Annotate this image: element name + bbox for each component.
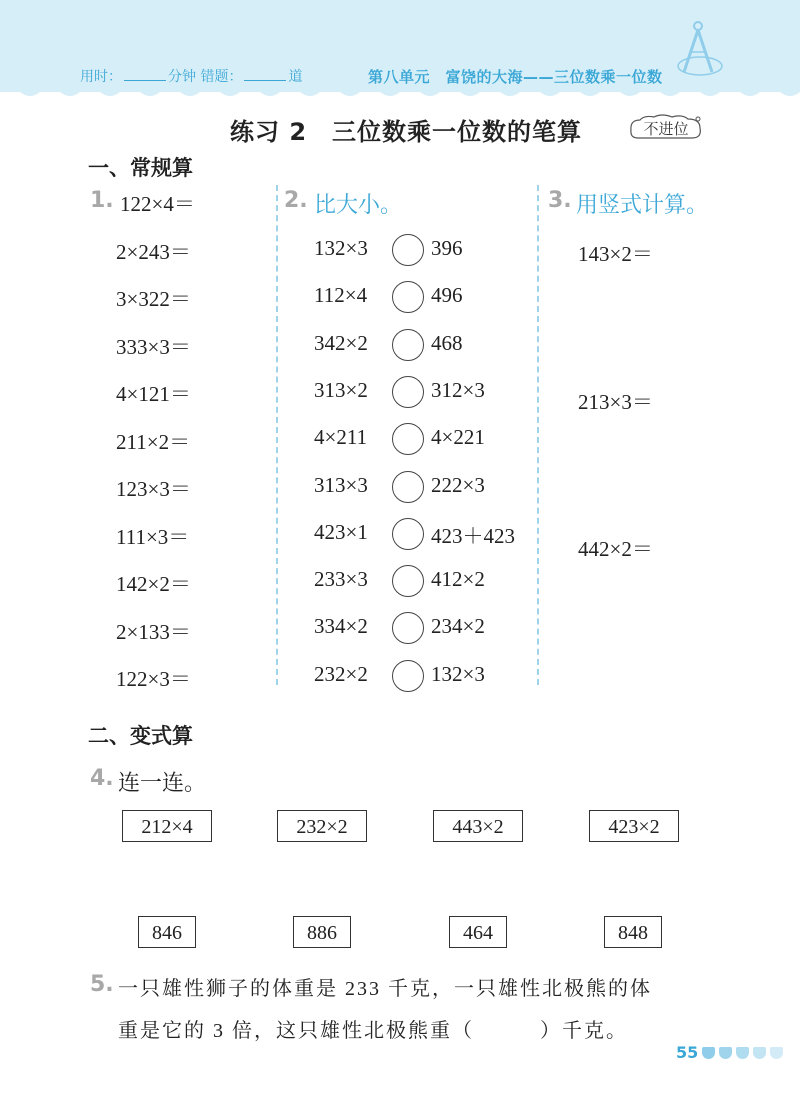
q2-right-expression: 468 xyxy=(431,330,463,355)
section-heading-regular: 一、常规算 xyxy=(88,156,193,180)
page-dot-4 xyxy=(753,1047,766,1059)
q2-left-expression: 313×3 xyxy=(314,472,368,497)
page-dot-1 xyxy=(702,1047,715,1059)
q4-bottom-result-box[interactable]: 886 xyxy=(293,916,351,948)
q3-expression: 442×2＝ xyxy=(578,537,653,561)
comparison-answer-circle[interactable] xyxy=(392,423,424,455)
header-wave-border xyxy=(0,84,800,104)
errors-label: 错题： xyxy=(200,69,243,85)
question-5-number: 5. xyxy=(90,972,114,997)
q2-right-expression: 234×2 xyxy=(431,614,485,639)
errors-unit: 道 xyxy=(288,69,303,85)
q3-expression: 143×2＝ xyxy=(578,242,653,266)
errors-blank[interactable] xyxy=(244,68,286,81)
q1-expression: 211×2＝ xyxy=(116,429,191,454)
question-2-number: 2. xyxy=(284,188,308,213)
q2-right-expression: 312×3 xyxy=(431,377,485,402)
question-3-number: 3. xyxy=(548,188,572,213)
q1-expression: 3×322＝ xyxy=(116,287,191,311)
page-dot-5 xyxy=(770,1047,783,1059)
no-carry-badge xyxy=(628,114,704,142)
q2-left-expression: 4×211 xyxy=(314,425,368,450)
q2-right-expression: 412×2 xyxy=(431,567,485,592)
exercise-title: 练习 2 三位数乘一位数的笔算 xyxy=(230,118,583,146)
q4-top-expression-box[interactable]: 423×2 xyxy=(589,810,679,842)
q1-expression: 142×2＝ xyxy=(116,572,191,596)
q2-left-expression: 233×3 xyxy=(314,567,368,592)
question-3-prompt: 用竖式计算。 xyxy=(576,193,709,218)
q1-expression: 333×3＝ xyxy=(116,334,191,359)
q2-left-expression: 342×2 xyxy=(314,330,368,355)
comparison-answer-circle[interactable] xyxy=(392,376,424,408)
comparison-answer-circle[interactable] xyxy=(392,281,424,313)
q1-expression: 122×4＝ xyxy=(120,192,195,216)
q1-expression: 111×3＝ xyxy=(116,524,190,549)
q2-right-expression: 132×3 xyxy=(431,661,485,686)
q2-left-expression: 313×2 xyxy=(314,377,368,402)
q2-left-expression: 423×1 xyxy=(314,519,368,544)
q1-expression: 2×243＝ xyxy=(116,239,191,264)
q2-left-expression: 334×2 xyxy=(314,614,368,639)
comparison-answer-circle[interactable] xyxy=(392,471,424,503)
q2-left-expression: 112×4 xyxy=(314,283,368,308)
comparison-answer-circle[interactable] xyxy=(392,518,424,550)
page-dot-3 xyxy=(736,1047,749,1059)
column-divider-2 xyxy=(537,185,539,685)
q1-expression: 122×3＝ xyxy=(116,667,191,691)
q4-top-expression-box[interactable]: 232×2 xyxy=(277,810,367,842)
q4-bottom-result-box[interactable]: 846 xyxy=(138,916,196,948)
question-1-number: 1. xyxy=(90,188,114,213)
section-heading-variant: 二、变式算 xyxy=(88,724,193,748)
time-label: 用时： xyxy=(80,69,122,85)
unit-title: 第八单元 富饶的大海——三位数乘一位数 xyxy=(368,68,663,86)
comparison-answer-circle[interactable] xyxy=(392,234,424,266)
question-2-prompt: 比大小。 xyxy=(314,193,403,218)
q2-right-expression: 423＋423 xyxy=(431,523,515,548)
question-4-prompt: 连一连。 xyxy=(118,771,207,796)
question-5-line-1: 一只雄性狮子的体重是 233 千克，一只雄性北极熊的体 xyxy=(118,978,652,1000)
q1-expression: 123×3＝ xyxy=(116,477,191,501)
q2-right-expression: 496 xyxy=(431,283,463,308)
q2-right-expression: 396 xyxy=(431,236,463,260)
q2-left-expression: 232×2 xyxy=(314,661,368,686)
comparison-answer-circle[interactable] xyxy=(392,565,424,597)
badge-label: 不进位 xyxy=(643,120,689,138)
q4-top-expression-box[interactable]: 212×4 xyxy=(122,810,212,842)
comparison-answer-circle[interactable] xyxy=(392,612,424,644)
comparison-answer-circle[interactable] xyxy=(392,329,424,361)
q4-top-expression-box[interactable]: 443×2 xyxy=(433,810,523,842)
comparison-answer-circle[interactable] xyxy=(392,660,424,692)
page-dot-2 xyxy=(719,1047,732,1059)
q4-bottom-result-box[interactable]: 848 xyxy=(604,916,662,948)
question-4-number: 4. xyxy=(90,766,114,791)
q2-left-expression: 132×3 xyxy=(314,236,368,260)
q1-expression: 2×133＝ xyxy=(116,619,191,644)
time-unit: 分钟 xyxy=(168,69,196,85)
time-blank[interactable] xyxy=(124,68,166,81)
question-5-line-2: 重是它的 3 倍，这只雄性北极熊重（ ）千克。 xyxy=(118,1020,628,1042)
column-divider-1 xyxy=(276,185,278,685)
q3-expression: 213×3＝ xyxy=(578,389,653,414)
compass-icon xyxy=(676,18,726,80)
q4-bottom-result-box[interactable]: 464 xyxy=(449,916,507,948)
q1-expression: 4×121＝ xyxy=(116,382,191,406)
page-number: 55 xyxy=(676,1043,699,1062)
q2-right-expression: 222×3 xyxy=(431,472,485,497)
header-time-errors xyxy=(80,66,302,86)
q2-right-expression: 4×221 xyxy=(431,425,485,450)
